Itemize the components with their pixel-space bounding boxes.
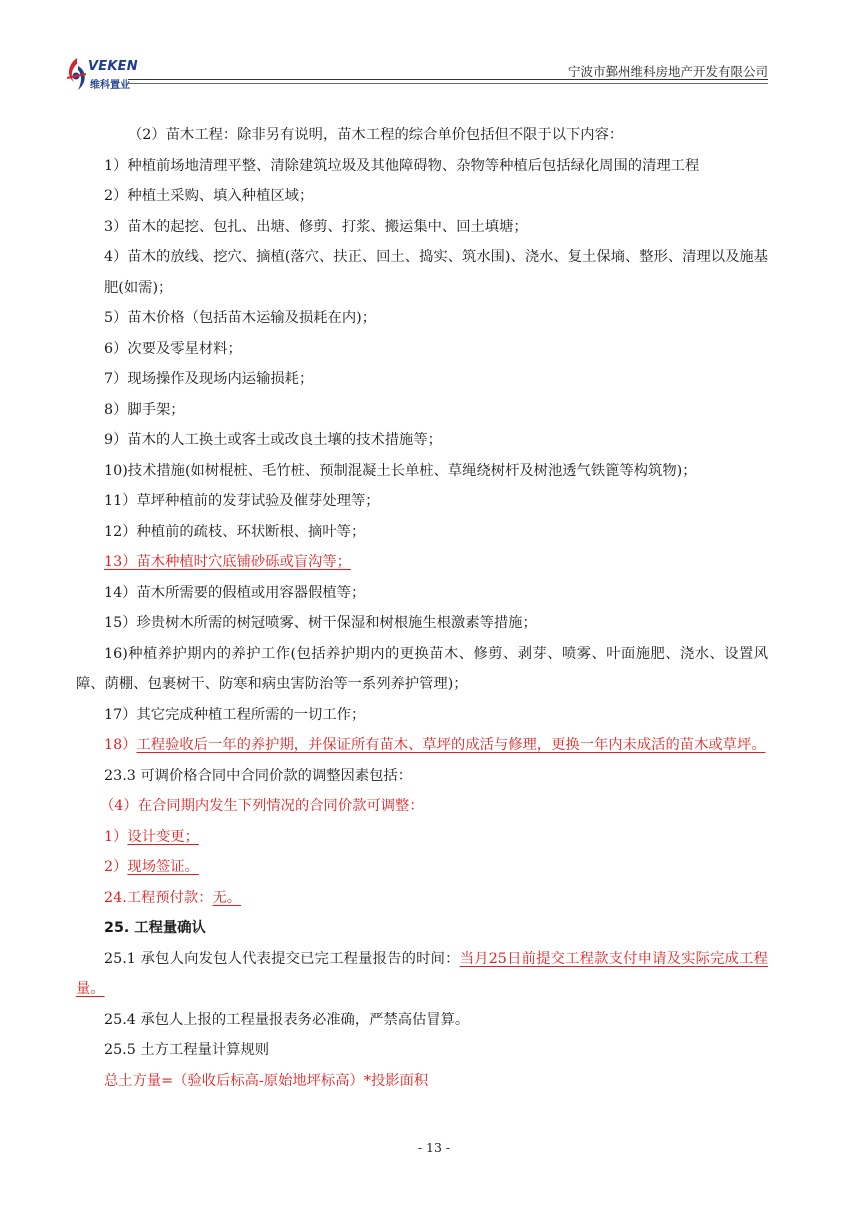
paragraph — [104, 1005, 768, 1036]
text-line: 5）苗木价格（包括苗木运输及损耗在内)； — [104, 310, 377, 326]
text-line: 总土方量=（验收后标高-原始地坪标高）*投影面积 — [104, 1072, 429, 1089]
text-line: 16)种植养护期内的养护工作(包括养护期内的更换苗木、修剪、剥芽、喷雾、叶面施肥、浇水、设置风障、荫棚、包裹树干、防寒和病虫害防治等一系列养护管理)； — [76, 645, 768, 692]
paragraph — [104, 517, 768, 548]
text-line: 14）苗木所需要的假植或用容器假植等； — [104, 584, 366, 601]
paragraph — [104, 608, 768, 639]
text-line: 24.工程预付款： — [104, 889, 213, 906]
text-line: 7）现场操作及现场内运输损耗； — [104, 371, 314, 387]
text-line: 25. 工程量确认 — [104, 920, 206, 936]
paragraph — [104, 486, 768, 517]
paragraph-highlighted — [104, 547, 768, 578]
paragraph-highlighted — [76, 730, 768, 761]
paragraph — [76, 944, 768, 1005]
formula-line — [104, 1066, 768, 1097]
paragraph — [104, 1035, 768, 1066]
logo-wordmark: VEKEN — [88, 59, 138, 74]
veken-logo-mark-icon — [64, 56, 90, 96]
text-line: 23.3 可调价格合同中合同价款的调整因素包括： — [104, 767, 413, 784]
paragraph — [104, 364, 768, 395]
paragraph — [104, 395, 768, 426]
paragraph — [104, 700, 768, 731]
text-line: 25.1 承包人向发包人代表提交已完工程量报告的时间： — [104, 950, 460, 967]
paragraph — [104, 761, 768, 792]
logo-chinese-name: 维科置业 — [90, 80, 130, 91]
paragraph — [104, 334, 768, 365]
text-line: 2）种植土采购、填入种植区域； — [104, 188, 314, 204]
document-body — [76, 120, 768, 1096]
text-line-highlighted: 当月25日前提交工程款支付申请及实际完成工程量。 — [76, 950, 768, 997]
text-line: （4）在合同期内发生下列情况的合同价款可调整： — [100, 798, 424, 814]
list-marker: 1） — [104, 828, 128, 845]
text-line: 8）脚手架； — [104, 401, 185, 418]
paragraph — [104, 425, 768, 456]
list-marker: 2） — [104, 859, 128, 875]
section-heading — [104, 913, 768, 944]
text-line: 现场签证。 — [127, 859, 199, 875]
paragraph — [104, 212, 768, 243]
paragraph — [104, 578, 768, 609]
text-line: 无。 — [212, 889, 242, 906]
text-line: 4）苗木的放线、挖穴、摘植(落穴、扶正、回土、捣实、筑水围)、浇水、复土保墒、整形、清理以及施基肥(如需)； — [104, 249, 768, 296]
text-line: 9）苗木的人工换土或客土或改良土壤的技术措施等； — [104, 432, 442, 448]
text-line: 25.5 土方工程量计算规则 — [104, 1042, 270, 1058]
paragraph — [104, 181, 768, 212]
text-line: 25.4 承包人上报的工程量报表务必准确，严禁高估冒算。 — [104, 1011, 470, 1028]
text-line: 3）苗木的起挖、包扎、出塘、修剪、打浆、搬运集中、回土填塘； — [104, 218, 528, 235]
paragraph-highlighted — [100, 791, 768, 822]
text-line: 17）其它完成种植工程所需的一切工作； — [104, 706, 366, 723]
paragraph — [104, 456, 768, 487]
paragraph — [76, 242, 768, 303]
page-header — [60, 54, 768, 100]
list-marker: 18） — [104, 737, 137, 753]
text-line: 12）种植前的疏枝、环状断根、摘叶等； — [104, 523, 366, 540]
text-line: 13）苗木种植时穴底铺砂砾或盲沟等； — [104, 554, 351, 570]
text-line: 6）次要及零星材料； — [104, 340, 242, 357]
company-name: 宁波市鄞州维科房地产开发有限公司 — [567, 64, 768, 79]
paragraph — [104, 151, 768, 182]
text-line: 15）珍贵树木所需的树冠喷雾、树干保湿和树根施生根激素等措施； — [104, 615, 537, 631]
paragraph-highlighted — [104, 822, 768, 853]
page-number: - 13 - — [417, 1140, 451, 1155]
text-line: 工程验收后一年的养护期，并保证所有苗木、草坪的成活与修理，更换一年内未成活的苗木或草坪。 — [136, 737, 766, 753]
paragraph — [104, 303, 768, 334]
text-line: 11）草坪种植前的发芽试验及催芽处理等； — [104, 493, 380, 509]
text-line: 1）种植前场地清理平整、清除建筑垃圾及其他障碍物、杂物等种植后包括绿化周围的清理工程 — [104, 157, 700, 174]
paragraph — [100, 120, 768, 151]
text-line: 10)技术措施(如树棍桩、毛竹桩、预制混凝土长单桩、草绳绕树杆及树池透气铁篦等构筑物)； — [104, 462, 697, 479]
paragraph-highlighted — [104, 852, 768, 883]
paragraph — [76, 639, 768, 700]
veken-logo — [64, 54, 144, 100]
header-rule — [128, 79, 768, 80]
text-line: （2）苗木工程：除非另有说明，苗木工程的综合单价包括但不限于以下内容： — [128, 127, 624, 143]
header-rule-thin — [128, 83, 768, 84]
text-line: 设计变更； — [127, 828, 199, 845]
paragraph-highlighted — [104, 883, 768, 914]
